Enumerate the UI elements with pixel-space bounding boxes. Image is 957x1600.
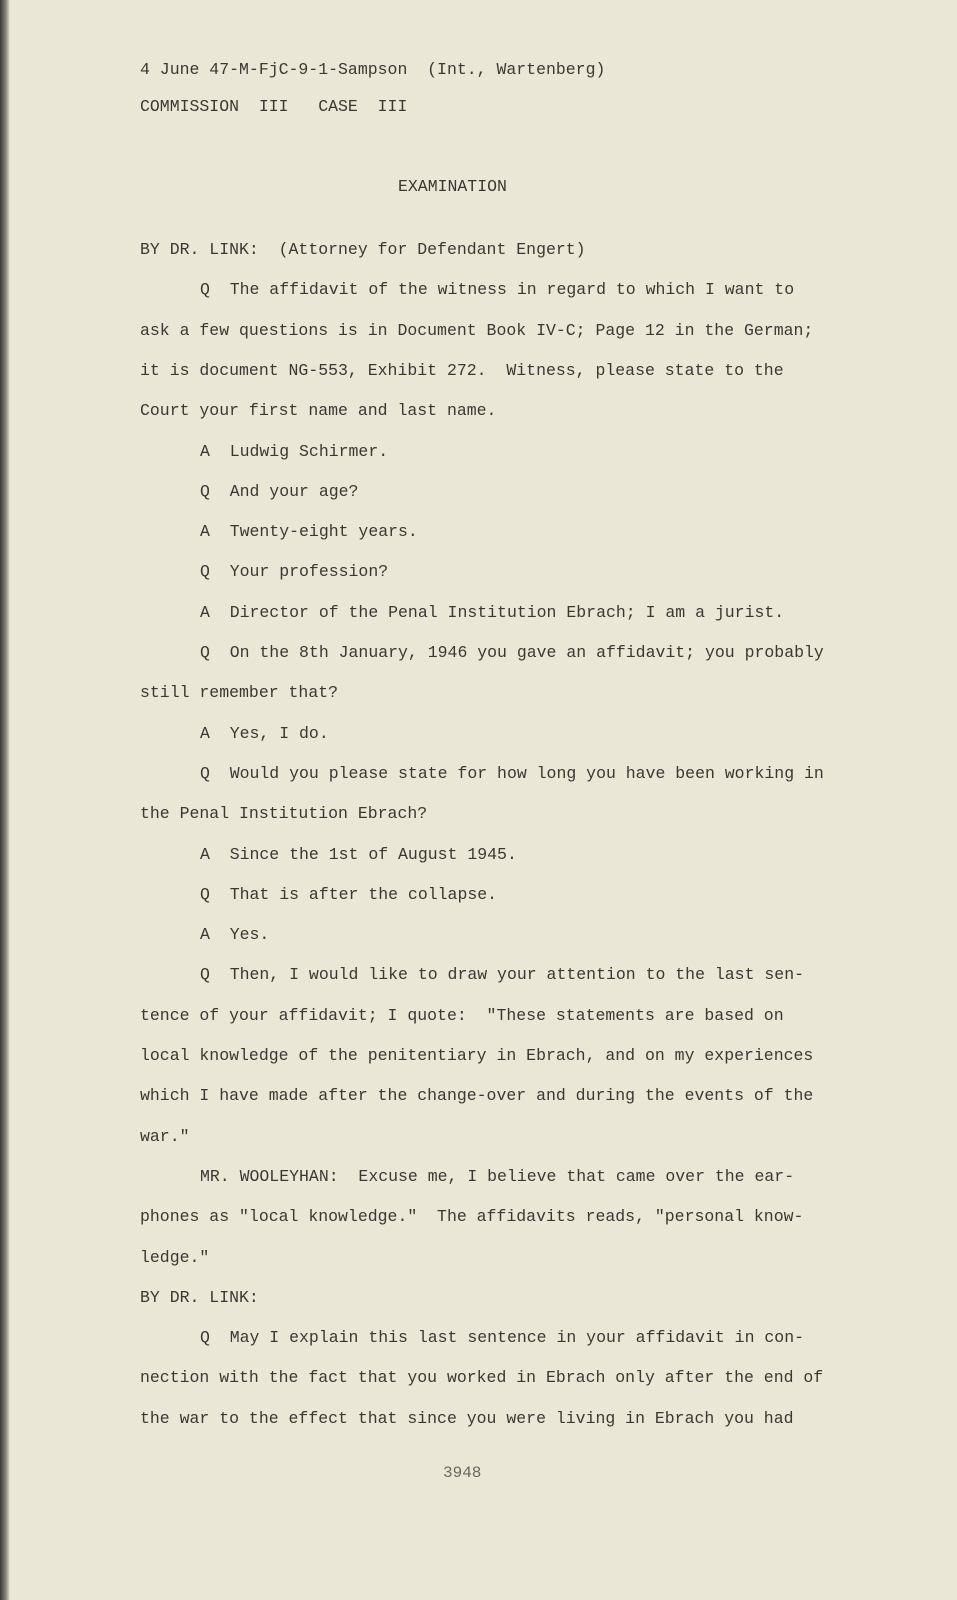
transcript-line: war.": [140, 1127, 190, 1146]
transcript-line: local knowledge of the penitentiary in Ebrach, and on my experiences: [140, 1046, 814, 1065]
transcript-line: phones as "local knowledge." The affidavits reads, "personal know-: [140, 1207, 804, 1226]
transcript-line: Q May I explain this last sentence in your affidavit in con-: [200, 1328, 804, 1347]
transcript-line: Q On the 8th January, 1946 you gave an affidavit; you probably: [200, 643, 824, 662]
transcript-line: ask a few questions is in Document Book IV-C; Page 12 in the German;: [140, 321, 814, 340]
transcript-line: MR. WOOLEYHAN: Excuse me, I believe that came over the ear-: [200, 1167, 795, 1186]
transcript-line: Q Your profession?: [200, 562, 389, 581]
transcript-line: BY DR. LINK:: [140, 1288, 259, 1307]
transcript-line: the war to the effect that since you were living in Ebrach you had: [140, 1409, 794, 1428]
transcript-line: Q And your age?: [200, 482, 359, 501]
transcript-line: A Yes, I do.: [200, 724, 329, 743]
transcript-line: Court your first name and last name.: [140, 401, 497, 420]
section-title: EXAMINATION: [398, 177, 507, 196]
transcript-line: which I have made after the change-over and during the events of the: [140, 1086, 814, 1105]
transcript-line: tence of your affidavit; I quote: "These statements are based on: [140, 1006, 784, 1025]
transcript-line: A Director of the Penal Institution Ebrach; I am a jurist.: [200, 603, 785, 622]
transcript-line: A Since the 1st of August 1945.: [200, 845, 517, 864]
transcript-line: it is document NG-553, Exhibit 272. Witness, please state to the: [140, 361, 784, 380]
transcript-line: Q Then, I would like to draw your attention to the last sen-: [200, 965, 804, 984]
transcript-line: Q The affidavit of the witness in regard to which I want to: [200, 280, 795, 299]
transcript-line: ledge.": [140, 1248, 210, 1267]
transcript-line: A Twenty-eight years.: [200, 522, 418, 541]
transcript-line: Q That is after the collapse.: [200, 885, 498, 904]
transcript-line: A Ludwig Schirmer.: [200, 442, 389, 461]
header-line-1: 4 June 47-M-FjC-9-1-Sampson (Int., Wartenberg): [140, 60, 606, 79]
transcript-line: the Penal Institution Ebrach?: [140, 804, 428, 823]
transcript-line: nection with the fact that you worked in Ebrach only after the end of: [140, 1368, 824, 1387]
transcript-line: Q Would you please state for how long you have been working in: [200, 764, 824, 783]
transcript-line: BY DR. LINK: (Attorney for Defendant Engert): [140, 240, 586, 259]
header-line-2: COMMISSION III CASE III: [140, 97, 408, 116]
transcript-line: A Yes.: [200, 925, 270, 944]
page-number: 3948: [443, 1464, 482, 1482]
transcript-line: still remember that?: [140, 683, 339, 702]
